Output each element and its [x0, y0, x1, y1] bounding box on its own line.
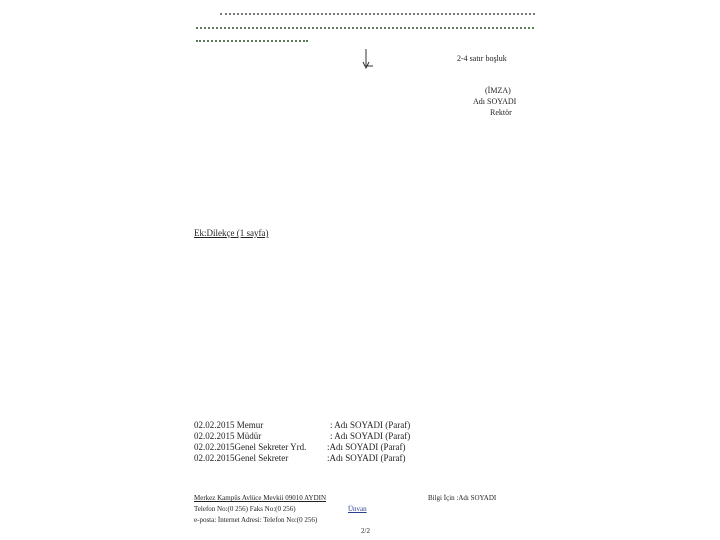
page-number: 2/2	[361, 527, 370, 535]
paraf-role-3: 02.02.2015Genel Sekreter Yrd.	[194, 442, 307, 452]
attachment-note: Ek:Dilekçe (1 sayfa)	[194, 228, 269, 238]
signature-title: Rektör	[490, 108, 512, 117]
paraf-value-1: : Adı SOYADI (Paraf)	[330, 420, 411, 430]
footer-contact: e-posta: İnternet Adresi: Telefon No:(0 256)	[194, 516, 318, 524]
footer-unvan-link[interactable]: Ünvan	[348, 505, 367, 513]
line-spacing-note: 2-4 satır boşluk	[457, 54, 507, 63]
signature-imza: (İMZA)	[485, 86, 511, 95]
footer-info: Bilgi İçin :Adı SOYADI	[428, 494, 497, 502]
paraf-value-2: : Adı SOYADI (Paraf)	[330, 431, 411, 441]
footer-address: Merkez Kampüs Avlüce Mevkii 09010 AYDIN	[194, 494, 327, 502]
dotted-line-2	[196, 24, 534, 29]
paraf-role-1: 02.02.2015 Memur	[194, 420, 264, 430]
signature-name: Adı SOYADI	[473, 97, 517, 106]
paraf-value-3: :Adı SOYADI (Paraf)	[327, 442, 406, 452]
dotted-line-1	[220, 10, 535, 15]
paraf-role-4: 02.02.2015Genel Sekreter	[194, 453, 289, 463]
footer-phone: Telefon No:(0 256) Faks No:(0 256)	[194, 505, 296, 513]
spacing-arrow-icon	[361, 48, 375, 70]
paraf-role-2: 02.02.2015 Müdür	[194, 431, 262, 441]
paraf-value-4: :Adı SOYADI (Paraf)	[327, 453, 406, 463]
dotted-line-3	[196, 37, 308, 42]
